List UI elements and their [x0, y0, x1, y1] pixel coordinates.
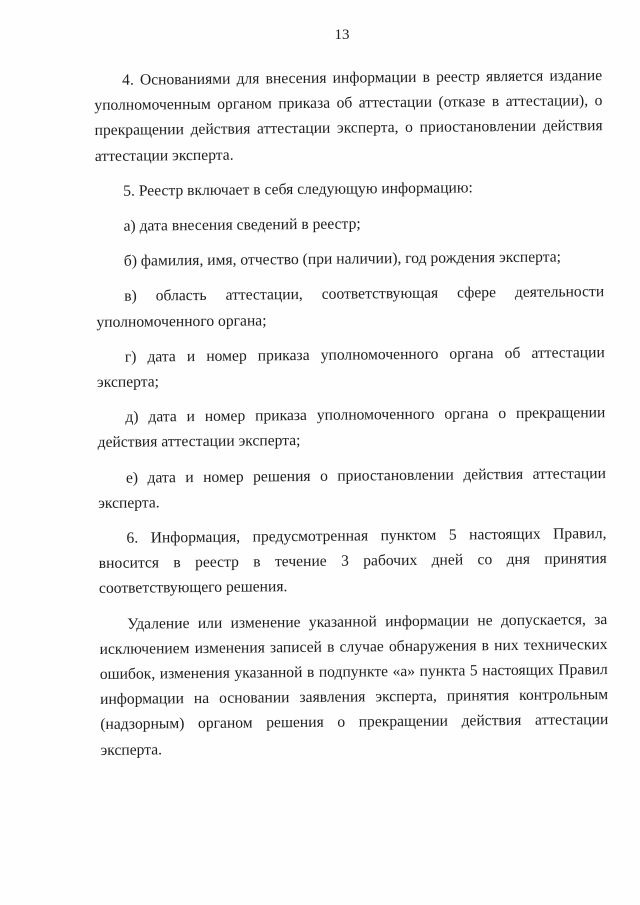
- document-body: [94, 63, 609, 763]
- list-item-d: д) дата и номер приказа уполномоченного органа о прекращении действия аттестации эксперта;: [97, 404, 606, 452]
- paragraph-5: 5. Реестр включает в себя следующую информацию:: [123, 179, 473, 200]
- paragraph-deletion: Удаление или изменение указанной информации не допускается, за исключением изменения записей в случае обнаружения в них технических ошибок, изменения указанной в подпункте «а» пункта 5 настоящих Правил информации на основании заявления эксперта, принятия контрольным (надзорным) органом решения о прекращении действия аттестации эксперта.: [99, 610, 609, 759]
- list-item-a: а) дата внесения сведений в реестр;: [123, 215, 361, 235]
- list-item-g: г) дата и номер приказа уполномоченного органа об аттестации эксперта;: [96, 343, 605, 392]
- list-item-b: б) фамилия, имя, отчество (при наличии), год рождения эксперта;: [123, 248, 562, 270]
- page-number: 13: [334, 27, 350, 43]
- paragraph-4: 4. Основаниями для внесения информации в реестр является издание уполномоченным органом приказа об аттестации (отказе в аттестации), о прекращении действия аттестации эксперта, о приостановлении действия аттестации эксперта.: [94, 67, 603, 165]
- list-item-e: е) дата и номер решения о приостановлении действия аттестации эксперта.: [98, 464, 606, 512]
- list-item-v: в) область аттестации, соответствующая сфере деятельности уполномоченного органа;: [96, 283, 605, 331]
- paragraph-6: 6. Информация, предусмотренная пунктом 5 настоящих Правил, вносится в реестр в течение 3 рабочих дней со дня принятия соответствующего решения.: [98, 525, 607, 598]
